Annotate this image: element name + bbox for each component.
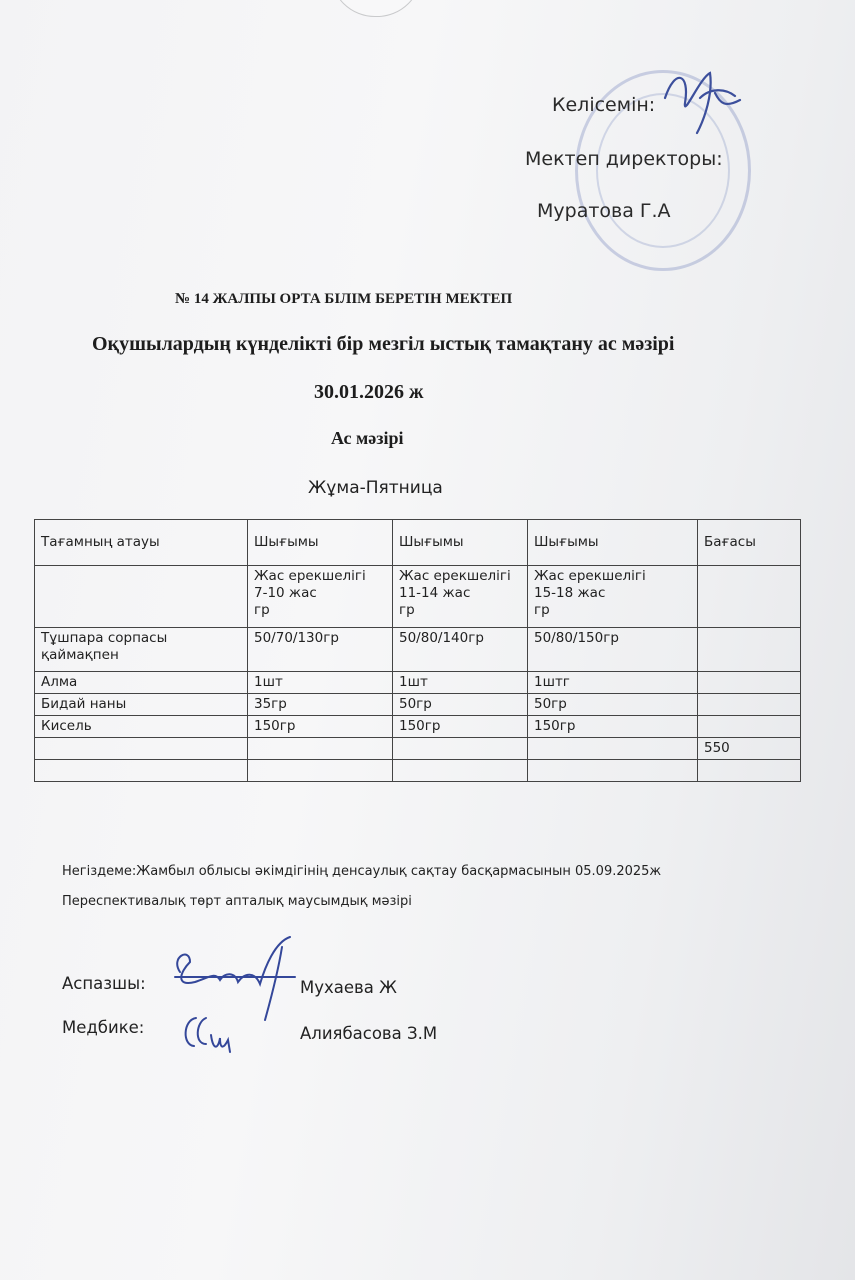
cook-name: Мухаева Ж: [300, 978, 397, 997]
table-cell: Тұшпара сорпасы қаймақпен: [35, 628, 248, 672]
table-cell: [698, 760, 801, 782]
table-cell: [698, 694, 801, 716]
day-label: Жұма-Пятница: [308, 478, 443, 498]
director-signature: [655, 58, 745, 138]
table-subheader-row: [35, 566, 801, 628]
table-cell: [35, 738, 248, 760]
table-cell: [698, 672, 801, 694]
table-row: [35, 672, 801, 694]
menu-table: [34, 519, 801, 782]
table-row: [35, 738, 801, 760]
table-row: [35, 628, 801, 672]
approval-director-name: Муратова Г.А: [537, 200, 671, 222]
cook-label: Аспазшы:: [62, 974, 146, 993]
table-cell: [698, 716, 801, 738]
table-cell: 150гр: [528, 716, 698, 738]
table-row: [35, 760, 801, 782]
table-cell: [393, 738, 528, 760]
table-cell: 150гр: [393, 716, 528, 738]
table-cell: 35гр: [248, 694, 393, 716]
menu-label: Ас мәзірі: [331, 428, 404, 448]
table-cell: [35, 566, 248, 628]
nurse-signature: [178, 1010, 238, 1055]
table-cell: [393, 760, 528, 782]
table-cell: Бидай наны: [35, 694, 248, 716]
table-cell: [528, 760, 698, 782]
approval-agreed: Келісемін:: [552, 94, 656, 116]
menu-date: 30.01.2026 ж: [314, 381, 424, 403]
table-cell: Алма: [35, 672, 248, 694]
table-cell: [248, 738, 393, 760]
table-cell: Жас ерекшелігі 7-10 жас гр: [248, 566, 393, 628]
column-header: Шығымы: [528, 520, 698, 566]
nurse-name: Алиябасова З.М: [300, 1024, 438, 1043]
table-cell: [528, 738, 698, 760]
table-cell: 50/80/150гр: [528, 628, 698, 672]
column-header: Тағамның атауы: [35, 520, 248, 566]
nurse-label: Медбике:: [62, 1018, 145, 1037]
table-cell: 150гр: [248, 716, 393, 738]
column-header: Шығымы: [393, 520, 528, 566]
table-cell: 50/70/130гр: [248, 628, 393, 672]
table-cell: 50гр: [393, 694, 528, 716]
table-cell: [698, 566, 801, 628]
column-header: Шығымы: [248, 520, 393, 566]
table-cell: [698, 628, 801, 672]
table-row: [35, 716, 801, 738]
page-title: Оқушылардың күнделікті бір мезгіл ыстық тамақтану ас мәзірі: [92, 333, 675, 355]
table-cell: 1шт: [248, 672, 393, 694]
table-cell: 50гр: [528, 694, 698, 716]
table-cell: Кисель: [35, 716, 248, 738]
table-row: [35, 694, 801, 716]
approval-position: Мектеп директоры:: [525, 148, 723, 170]
table-cell: 1шт: [393, 672, 528, 694]
table-cell: 50/80/140гр: [393, 628, 528, 672]
table-header-row: [35, 520, 801, 566]
table-cell: [35, 760, 248, 782]
column-header: Бағасы: [698, 520, 801, 566]
table-cell: Жас ерекшелігі 11-14 жас гр: [393, 566, 528, 628]
basis-text-cont: Переспективалық төрт апталық маусымдық мәзірі: [62, 894, 412, 909]
table-cell: 1штг: [528, 672, 698, 694]
table-cell: 550: [698, 738, 801, 760]
glare-reflection: [330, 0, 422, 17]
cook-signature: [160, 932, 300, 1022]
basis-text: Негіздеме:Жамбыл облысы әкімдігінің денсаулық сақтау басқармасынын 05.09.2025ж: [62, 864, 662, 879]
table-cell: [248, 760, 393, 782]
table-cell: Жас ерекшелігі 15-18 жас гр: [528, 566, 698, 628]
school-name: № 14 ЖАЛПЫ ОРТА БІЛІМ БЕРЕТІН МЕКТЕП: [175, 291, 513, 307]
